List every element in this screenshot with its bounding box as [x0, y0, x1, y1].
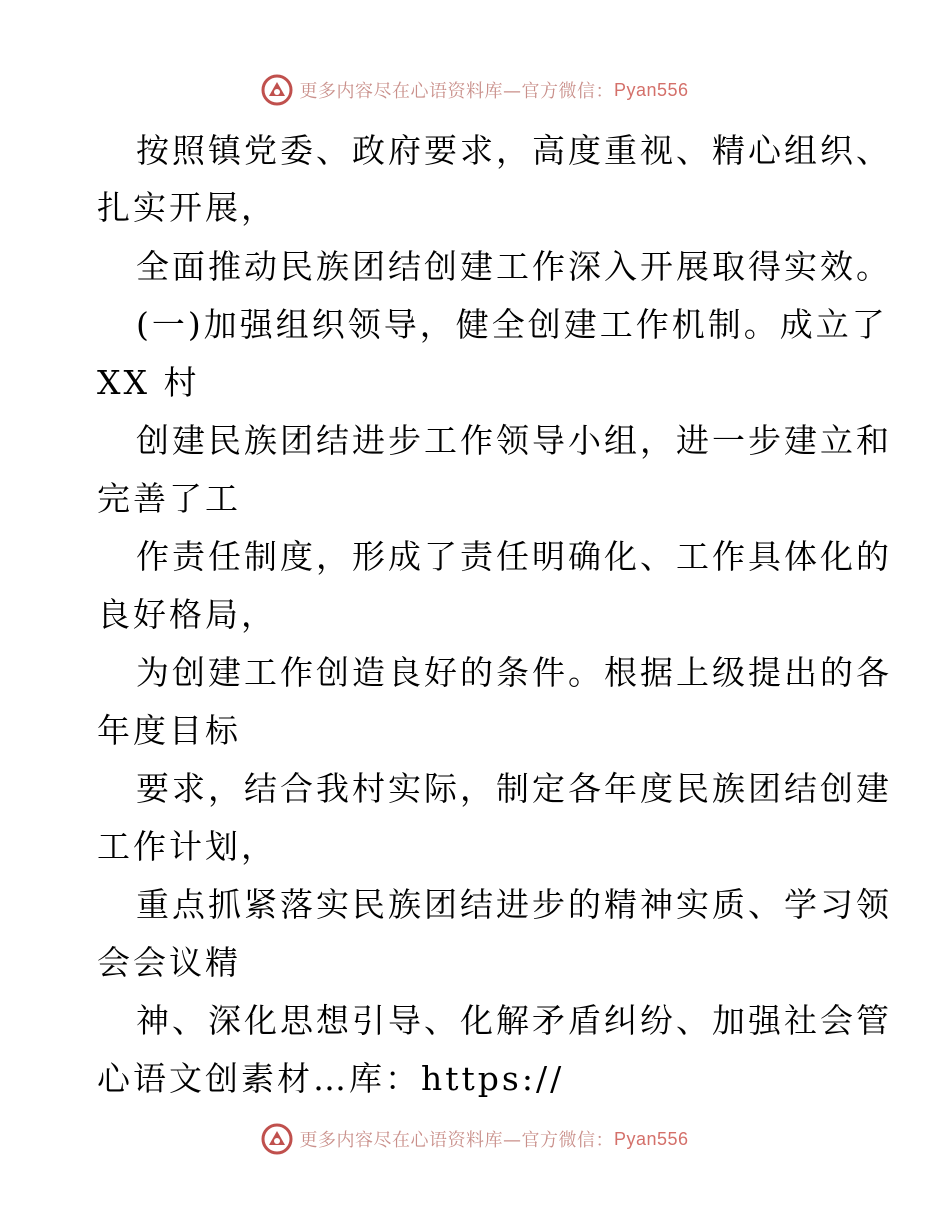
watermark-wechat-id: Pyan556: [613, 1128, 689, 1149]
watermark-wechat-id: Pyan556: [613, 79, 689, 100]
watermark-brand-text: 更多内容尽在心语资料库—官方微信：: [299, 81, 614, 102]
body-line: 工作计划，: [97, 827, 277, 866]
body-line: 要求，结合我村实际，制定各年度民族团结创建: [136, 769, 892, 808]
header-watermark: [0, 70, 950, 110]
body-line: XX 村: [97, 363, 200, 402]
body-line: 年度目标: [97, 711, 241, 750]
body-line: 为创建工作创造良好的条件。根据上级提出的各: [136, 653, 892, 692]
body-line: 完善了工: [97, 479, 241, 518]
body-line: 神、深化思想引导、化解矛盾纠纷、加强社会管: [136, 1001, 892, 1040]
watermark-brand-text: 更多内容尽在心语资料库—官方微信：: [299, 1130, 614, 1151]
body-line: 全面推动民族团结创建工作深入开展取得实效。: [136, 247, 892, 286]
footer-watermark: [0, 1119, 950, 1159]
body-line: 创建民族团结进步工作领导小组，进一步建立和: [136, 421, 892, 460]
body-line: 良好格局，: [97, 595, 277, 634]
body-line: 作责任制度，形成了责任明确化、工作具体化的: [136, 537, 892, 576]
body-line: 按照镇党委、政府要求，高度重视、精心组织、: [136, 131, 892, 170]
brand-logo-icon: [261, 1123, 293, 1155]
brand-logo-icon: [261, 74, 293, 106]
body-line: 心语文创素材…库：https://: [97, 1059, 565, 1098]
body-line: 扎实开展，: [97, 188, 277, 227]
body-line: 重点抓紧落实民族团结进步的精神实质、学习领: [136, 885, 892, 924]
body-line: (一)加强组织领导，健全创建工作机制。成立了: [136, 305, 888, 344]
body-line: 会会议精: [97, 943, 241, 982]
